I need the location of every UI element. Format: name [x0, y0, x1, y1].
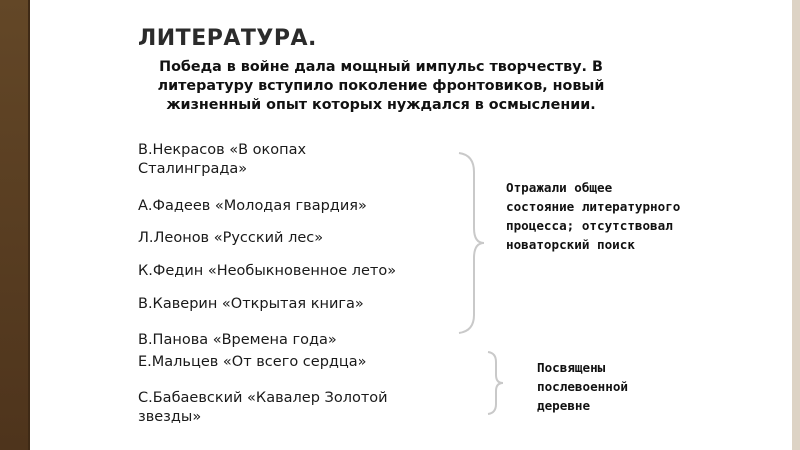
work-fadeev: А.Фадеев «Молодая гвардия» [138, 198, 367, 214]
work-babaevsky: С.Бабаевский «Кавалер Золотой звезды» [138, 390, 388, 425]
work-maltsev: Е.Мальцев «От всего сердца» [138, 354, 367, 370]
note-village: Посвящены послевоенной деревне [537, 360, 628, 413]
work-panova: В.Панова «Времена года» [138, 332, 337, 348]
work-nekrasov: В.Некрасов «В окопах Сталинграда» [138, 142, 307, 177]
note-general-state: Отражали общее состояние литературного процесса; отсутствовал новаторский поиск [506, 180, 681, 252]
slide-subtitle: Победа в войне дала мощный импульс творчеству. В литературу вступило поколение фронтовиков, новый жизненный опыт которых нуждался в осмыслении. [157, 59, 605, 113]
work-kaverin: В.Каверин «Открытая книга» [138, 296, 364, 312]
slide-title: ЛИТЕРАТУРА. [138, 26, 317, 51]
brace-small [488, 352, 503, 414]
brace-large [459, 153, 484, 333]
work-leonov: Л.Леонов «Русский лес» [138, 230, 324, 246]
work-fedin: К.Федин «Необыкновенное лето» [138, 263, 397, 279]
